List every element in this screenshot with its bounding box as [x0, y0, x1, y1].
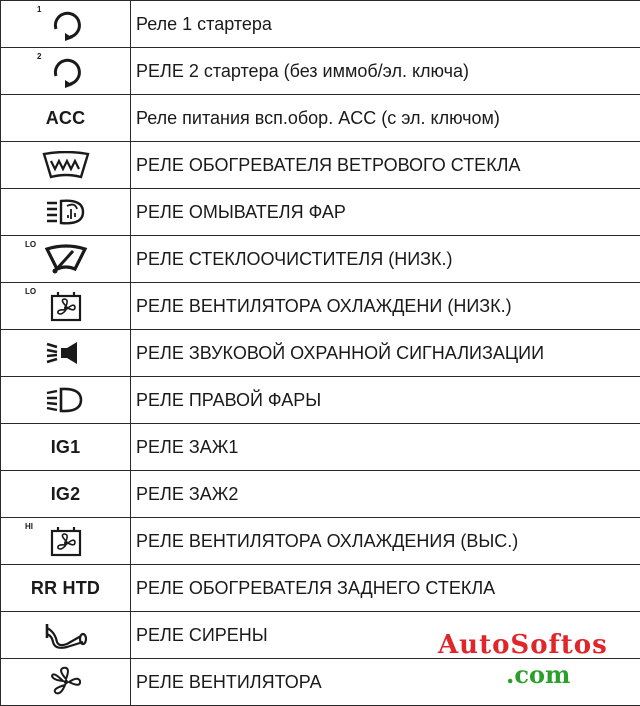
relay-label: РЕЛЕ ОБОГРЕВАТЕЛЯ ЗАДНЕГО СТЕКЛА	[131, 565, 640, 612]
siren-horn-icon	[43, 620, 89, 650]
starter-relay-1-icon	[48, 7, 84, 41]
relay-code: ACC	[46, 108, 86, 128]
relay-label: РЕЛЕ ЗВУКОВОЙ ОХРАННОЙ СИГНАЛИЗАЦИИ	[131, 330, 640, 377]
cooling-fan-high-icon	[46, 525, 86, 557]
watermark-line2: .com	[506, 660, 570, 689]
headlamp-washer-icon	[45, 197, 87, 227]
table-row	[1, 142, 640, 189]
relay-label: РЕЛЕ СТЕКЛООЧИСТИТЕЛЯ (НИЗК.)	[131, 236, 640, 283]
relay-label: РЕЛЕ 2 стартера (без иммоб/эл. ключа)	[131, 48, 640, 95]
relay-label: Реле питания всп.обор. ACC (с эл. ключом)	[131, 95, 640, 142]
wiper-low-icon	[43, 243, 89, 275]
table-row	[1, 518, 640, 565]
relay-label: РЕЛЕ ВЕНТИЛЯТОРА	[131, 659, 640, 706]
relay-label: РЕЛЕ СИРЕНЫ	[131, 612, 640, 659]
table-row	[1, 236, 640, 283]
cooling-fan-low-icon	[46, 290, 86, 322]
table-row	[1, 471, 640, 518]
relay-code: RR HTD	[31, 578, 100, 598]
relay-label: Реле 1 стартера	[131, 1, 640, 48]
relay-code: IG1	[51, 437, 81, 457]
relay-code: IG2	[51, 484, 81, 504]
table-row	[1, 95, 640, 142]
relay-label: РЕЛЕ ОМЫВАТЕЛЯ ФАР	[131, 189, 640, 236]
table-row	[1, 565, 640, 612]
relay-label: РЕЛЕ ОБОГРЕВАТЕЛЯ ВЕТРОВОГО СТЕКЛА	[131, 142, 640, 189]
superscript-label: 1	[37, 5, 41, 14]
alarm-horn-icon	[45, 339, 87, 367]
table-row	[1, 189, 640, 236]
table-row	[1, 48, 640, 95]
table-row	[1, 424, 640, 471]
table-row	[1, 612, 640, 659]
windshield-heater-icon	[41, 151, 91, 179]
superscript-label: LO	[25, 287, 36, 296]
table-row	[1, 330, 640, 377]
table-row	[1, 283, 640, 330]
relay-label: РЕЛЕ ПРАВОЙ ФАРЫ	[131, 377, 640, 424]
table-row	[1, 377, 640, 424]
superscript-label: HI	[25, 522, 33, 531]
starter-relay-2-icon	[48, 54, 84, 88]
fan-icon	[49, 666, 83, 698]
table-row	[1, 1, 640, 48]
superscript-label: 2	[37, 52, 41, 61]
relay-label: РЕЛЕ ЗАЖ1	[131, 424, 640, 471]
relay-label: РЕЛЕ ЗАЖ2	[131, 471, 640, 518]
superscript-label: LO	[25, 240, 36, 249]
watermark-line1: AutoSoftos	[438, 630, 608, 660]
relay-label: РЕЛЕ ВЕНТИЛЯТОРА ОХЛАЖДЕНИЯ (ВЫС.)	[131, 518, 640, 565]
table-row	[1, 659, 640, 706]
right-headlamp-icon	[45, 386, 87, 414]
relay-label: РЕЛЕ ВЕНТИЛЯТОРА ОХЛАЖДЕНИ (НИЗК.)	[131, 283, 640, 330]
